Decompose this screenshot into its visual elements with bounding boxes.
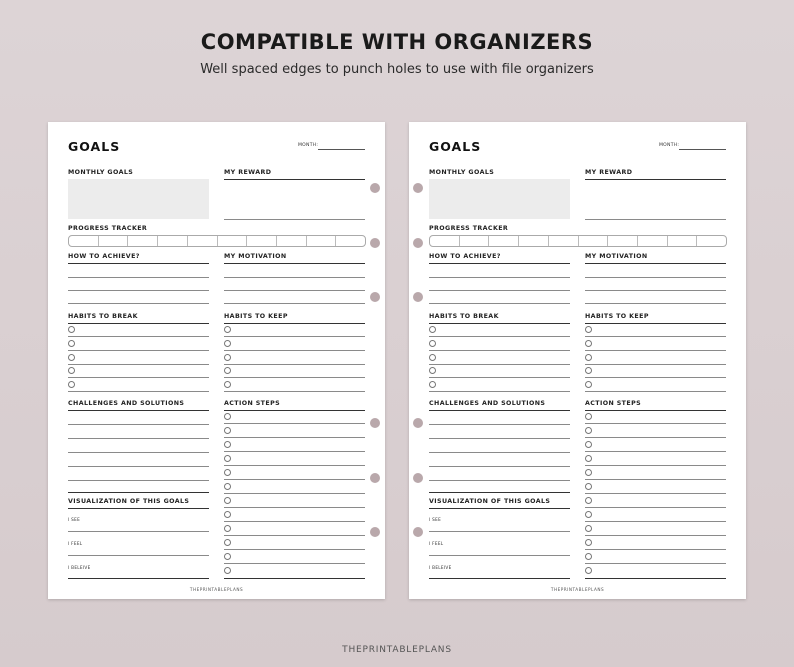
writing-line bbox=[429, 555, 570, 556]
writing-line bbox=[68, 336, 209, 337]
divider bbox=[68, 410, 209, 411]
writing-line bbox=[429, 377, 570, 378]
checkbox-icon[interactable] bbox=[68, 367, 75, 374]
writing-line bbox=[224, 290, 365, 291]
action-steps-label: ACTION STEPS bbox=[224, 400, 281, 407]
checkbox-icon[interactable] bbox=[585, 427, 592, 434]
writing-line bbox=[585, 493, 726, 494]
checkbox-icon[interactable] bbox=[585, 381, 592, 388]
page-title: GOALS bbox=[429, 139, 482, 154]
divider bbox=[68, 492, 209, 493]
checkbox-icon[interactable] bbox=[429, 367, 436, 374]
writing-line bbox=[429, 480, 570, 481]
month-label: MONTH: bbox=[659, 143, 680, 148]
punch-hole bbox=[413, 238, 423, 248]
writing-line bbox=[224, 423, 365, 424]
visualization-prompt-believe: I BELEIVE bbox=[68, 565, 91, 570]
checkbox-icon[interactable] bbox=[224, 525, 231, 532]
writing-line bbox=[224, 303, 365, 304]
checkbox-icon[interactable] bbox=[585, 455, 592, 462]
checkbox-icon[interactable] bbox=[224, 427, 231, 434]
writing-line bbox=[585, 377, 726, 378]
habits-to-keep-label: HABITS TO KEEP bbox=[224, 313, 288, 320]
checkbox-icon[interactable] bbox=[585, 326, 592, 333]
my-motivation-label: MY MOTIVATION bbox=[224, 253, 287, 260]
checkbox-icon[interactable] bbox=[224, 483, 231, 490]
checkbox-icon[interactable] bbox=[224, 441, 231, 448]
punch-hole bbox=[370, 183, 380, 193]
checkbox-icon[interactable] bbox=[224, 511, 231, 518]
divider bbox=[224, 263, 365, 264]
month-line bbox=[679, 149, 726, 150]
writing-line bbox=[224, 563, 365, 564]
checkbox-icon[interactable] bbox=[585, 441, 592, 448]
divider bbox=[585, 179, 726, 180]
divider bbox=[68, 578, 209, 579]
checkbox-icon[interactable] bbox=[224, 367, 231, 374]
punch-hole bbox=[413, 183, 423, 193]
divider bbox=[68, 263, 209, 264]
writing-line bbox=[68, 364, 209, 365]
my-motivation-label: MY MOTIVATION bbox=[585, 253, 648, 260]
footer-brand: THEPRINTABLEPLANS bbox=[342, 645, 452, 655]
writing-line bbox=[585, 549, 726, 550]
divider bbox=[429, 323, 570, 324]
checkbox-icon[interactable] bbox=[585, 567, 592, 574]
writing-line bbox=[224, 219, 365, 220]
visualization-prompt-feel: I FEEL bbox=[68, 541, 83, 546]
checkbox-icon[interactable] bbox=[68, 381, 75, 388]
writing-line bbox=[224, 465, 365, 466]
writing-line bbox=[585, 303, 726, 304]
visualization-label: VISUALIZATION OF THIS GOALS bbox=[68, 498, 190, 505]
checkbox-icon[interactable] bbox=[224, 553, 231, 560]
punch-hole bbox=[413, 418, 423, 428]
action-steps-label: ACTION STEPS bbox=[585, 400, 642, 407]
checkbox-icon[interactable] bbox=[429, 381, 436, 388]
writing-line bbox=[585, 563, 726, 564]
divider bbox=[429, 492, 570, 493]
writing-line bbox=[68, 480, 209, 481]
writing-line bbox=[585, 391, 726, 392]
writing-line bbox=[68, 424, 209, 425]
writing-line bbox=[585, 290, 726, 291]
progress-tracker-label: PROGRESS TRACKER bbox=[68, 225, 148, 232]
punch-hole bbox=[370, 473, 380, 483]
visualization-prompt-see: I SEE bbox=[429, 517, 442, 522]
divider bbox=[429, 410, 570, 411]
writing-line bbox=[429, 452, 570, 453]
my-reward-label: MY REWARD bbox=[224, 169, 272, 176]
headline: COMPATIBLE WITH ORGANIZERS bbox=[200, 30, 594, 54]
checkbox-icon[interactable] bbox=[585, 354, 592, 361]
progress-tracker-bar bbox=[68, 235, 366, 247]
writing-line bbox=[224, 336, 365, 337]
writing-line bbox=[68, 531, 209, 532]
writing-line bbox=[224, 364, 365, 365]
writing-line bbox=[585, 465, 726, 466]
writing-line bbox=[224, 451, 365, 452]
writing-line bbox=[429, 424, 570, 425]
divider bbox=[68, 508, 209, 509]
challenges-label: CHALLENGES AND SOLUTIONS bbox=[429, 400, 546, 407]
writing-line bbox=[429, 277, 570, 278]
writing-line bbox=[585, 277, 726, 278]
checkbox-icon[interactable] bbox=[224, 354, 231, 361]
checkbox-icon[interactable] bbox=[585, 525, 592, 532]
checkbox-icon[interactable] bbox=[224, 340, 231, 347]
monthly-goals-label: MONTHLY GOALS bbox=[68, 169, 134, 176]
page-brand: THEPRINTABLEPLANS bbox=[189, 587, 244, 592]
punch-hole bbox=[413, 292, 423, 302]
monthly-goals-box bbox=[429, 179, 570, 219]
habits-to-break-label: HABITS TO BREAK bbox=[68, 313, 138, 320]
checkbox-icon[interactable] bbox=[585, 553, 592, 560]
writing-line bbox=[68, 452, 209, 453]
subheadline: Well spaced edges to punch holes to use with file organizers bbox=[200, 62, 594, 77]
checkbox-icon[interactable] bbox=[224, 469, 231, 476]
divider bbox=[224, 410, 365, 411]
how-to-achieve-label: HOW TO ACHIEVE? bbox=[429, 253, 501, 260]
checkbox-icon[interactable] bbox=[224, 567, 231, 574]
checkbox-icon[interactable] bbox=[429, 326, 436, 333]
writing-line bbox=[585, 521, 726, 522]
writing-line bbox=[429, 531, 570, 532]
checkbox-icon[interactable] bbox=[224, 539, 231, 546]
punch-hole bbox=[413, 527, 423, 537]
writing-line bbox=[429, 364, 570, 365]
divider bbox=[585, 410, 726, 411]
punch-hole bbox=[370, 292, 380, 302]
writing-line bbox=[429, 303, 570, 304]
divider bbox=[224, 179, 365, 180]
checkbox-icon[interactable] bbox=[585, 469, 592, 476]
writing-line bbox=[429, 336, 570, 337]
writing-line bbox=[68, 290, 209, 291]
checkbox-icon[interactable] bbox=[585, 497, 592, 504]
punch-hole bbox=[413, 473, 423, 483]
month-label: MONTH: bbox=[298, 143, 319, 148]
writing-line bbox=[585, 423, 726, 424]
checkbox-icon[interactable] bbox=[224, 326, 231, 333]
habits-to-break-label: HABITS TO BREAK bbox=[429, 313, 499, 320]
writing-line bbox=[68, 438, 209, 439]
punch-hole bbox=[370, 527, 380, 537]
checkbox-icon[interactable] bbox=[68, 340, 75, 347]
progress-tracker-bar bbox=[429, 235, 727, 247]
writing-line bbox=[585, 364, 726, 365]
divider bbox=[68, 323, 209, 324]
divider bbox=[429, 508, 570, 509]
my-reward-label: MY REWARD bbox=[585, 169, 633, 176]
checkbox-icon[interactable] bbox=[224, 381, 231, 388]
writing-line bbox=[68, 377, 209, 378]
writing-line bbox=[68, 555, 209, 556]
monthly-goals-box bbox=[68, 179, 209, 219]
writing-line bbox=[429, 438, 570, 439]
checkbox-icon[interactable] bbox=[585, 340, 592, 347]
visualization-label: VISUALIZATION OF THIS GOALS bbox=[429, 498, 551, 505]
writing-line bbox=[224, 350, 365, 351]
writing-line bbox=[585, 507, 726, 508]
checkbox-icon[interactable] bbox=[224, 455, 231, 462]
divider bbox=[585, 578, 726, 579]
writing-line bbox=[585, 219, 726, 220]
checkbox-icon[interactable] bbox=[224, 497, 231, 504]
progress-tracker-label: PROGRESS TRACKER bbox=[429, 225, 509, 232]
checkbox-icon[interactable] bbox=[68, 354, 75, 361]
divider bbox=[429, 578, 570, 579]
habits-to-keep-label: HABITS TO KEEP bbox=[585, 313, 649, 320]
page-brand: THEPRINTABLEPLANS bbox=[550, 587, 605, 592]
writing-line bbox=[224, 549, 365, 550]
planner-page-left bbox=[48, 122, 385, 599]
writing-line bbox=[585, 336, 726, 337]
writing-line bbox=[224, 507, 365, 508]
writing-line bbox=[585, 535, 726, 536]
monthly-goals-label: MONTHLY GOALS bbox=[429, 169, 495, 176]
page-title: GOALS bbox=[68, 139, 121, 154]
writing-line bbox=[585, 479, 726, 480]
writing-line bbox=[68, 277, 209, 278]
writing-line bbox=[68, 466, 209, 467]
divider bbox=[585, 323, 726, 324]
writing-line bbox=[68, 303, 209, 304]
writing-line bbox=[224, 521, 365, 522]
checkbox-icon[interactable] bbox=[585, 413, 592, 420]
planner-page-right bbox=[409, 122, 746, 599]
writing-line bbox=[429, 391, 570, 392]
writing-line bbox=[429, 350, 570, 351]
punch-hole bbox=[370, 418, 380, 428]
checkbox-icon[interactable] bbox=[224, 413, 231, 420]
writing-line bbox=[585, 451, 726, 452]
divider bbox=[224, 323, 365, 324]
writing-line bbox=[224, 437, 365, 438]
writing-line bbox=[224, 377, 365, 378]
checkbox-icon[interactable] bbox=[585, 511, 592, 518]
visualization-prompt-believe: I BELEIVE bbox=[429, 565, 452, 570]
punch-hole bbox=[370, 238, 380, 248]
writing-line bbox=[224, 479, 365, 480]
checkbox-icon[interactable] bbox=[585, 367, 592, 374]
divider bbox=[585, 263, 726, 264]
checkbox-icon[interactable] bbox=[429, 340, 436, 347]
writing-line bbox=[224, 535, 365, 536]
writing-line bbox=[68, 391, 209, 392]
checkbox-icon[interactable] bbox=[68, 326, 75, 333]
writing-line bbox=[429, 290, 570, 291]
how-to-achieve-label: HOW TO ACHIEVE? bbox=[68, 253, 140, 260]
writing-line bbox=[68, 350, 209, 351]
checkbox-icon[interactable] bbox=[585, 539, 592, 546]
challenges-label: CHALLENGES AND SOLUTIONS bbox=[68, 400, 185, 407]
divider bbox=[224, 578, 365, 579]
writing-line bbox=[224, 493, 365, 494]
writing-line bbox=[429, 466, 570, 467]
month-line bbox=[318, 149, 365, 150]
writing-line bbox=[224, 391, 365, 392]
visualization-prompt-see: I SEE bbox=[68, 517, 81, 522]
checkbox-icon[interactable] bbox=[429, 354, 436, 361]
divider bbox=[429, 263, 570, 264]
writing-line bbox=[585, 437, 726, 438]
visualization-prompt-feel: I FEEL bbox=[429, 541, 444, 546]
checkbox-icon[interactable] bbox=[585, 483, 592, 490]
writing-line bbox=[585, 350, 726, 351]
writing-line bbox=[224, 277, 365, 278]
